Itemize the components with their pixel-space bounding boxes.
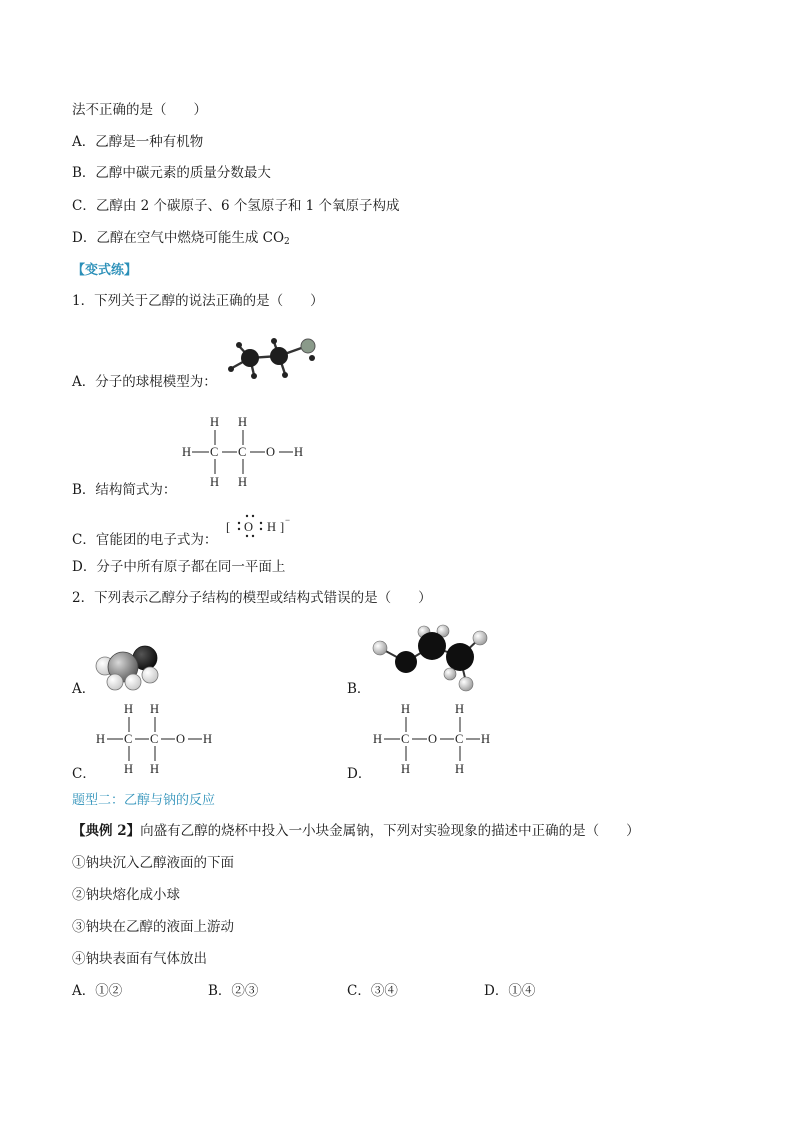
atom-c: C <box>210 445 219 459</box>
atom-h: H <box>96 732 106 746</box>
atom-o: O <box>266 445 276 459</box>
atom-h: H <box>124 762 134 776</box>
option-a: A．乙醇是一种有机物 <box>72 134 204 150</box>
atom-c: C <box>124 732 133 746</box>
question-2-stem: 2．下列表示乙醇分子结构的模型或结构式错误的是（ ） <box>72 590 432 606</box>
electron-formula-image <box>226 512 296 540</box>
atom-o: O <box>176 732 186 746</box>
atom-h: H <box>294 445 304 459</box>
atom-h: H <box>373 732 383 746</box>
atom-h: H <box>210 415 220 429</box>
space-filling-model-image <box>93 640 168 692</box>
structural-formula-c-image <box>95 702 225 778</box>
atom-h: H <box>210 475 220 489</box>
answer-option-a: A．①② <box>72 983 123 999</box>
option-b: B．乙醇中碳元素的质量分数最大 <box>72 165 271 181</box>
ball-model-image <box>366 624 496 694</box>
atom-h: H <box>401 762 411 776</box>
question-2-option-a: A． <box>72 681 96 697</box>
answer-option-d: D．①④ <box>484 983 536 999</box>
atom-h: H <box>238 475 248 489</box>
question-1-option-c: C．官能团的电子式为： <box>72 532 218 548</box>
bracket-right: ] <box>280 520 285 534</box>
question-1-option-d: D．分子中所有原子都在同一平面上 <box>72 559 286 575</box>
atom-h: H <box>455 702 465 716</box>
atom-h: H <box>182 445 192 459</box>
answer-option-b: B．②③ <box>208 983 259 999</box>
atom-h: H <box>124 702 134 716</box>
question-2-option-b: B． <box>347 681 371 697</box>
option-d <box>72 229 290 247</box>
atom-h: H <box>455 762 465 776</box>
statement-2: ②钠块熔化成小球 <box>72 887 180 903</box>
section-header-variant: 【变式练】 <box>72 263 138 278</box>
atom-h: H <box>150 702 160 716</box>
question-stem: 法不正确的是（ ） <box>72 102 207 118</box>
answer-option-c: C．③④ <box>347 983 398 999</box>
structural-formula-image <box>180 414 310 490</box>
example-2-tag: 【典例 2】 <box>72 823 141 839</box>
question-1-option-b: B．结构简式为： <box>72 482 177 498</box>
subscript: 2 <box>284 237 290 247</box>
atom-h: H <box>267 520 277 534</box>
atom-h: H <box>150 762 160 776</box>
option-c: C．乙醇由 2 个碳原子、6 个氢原子和 1 个氧原子构成 <box>72 198 400 214</box>
atom-o: O <box>244 520 254 534</box>
statement-4: ④钠块表面有气体放出 <box>72 951 207 967</box>
example-2-text: 向盛有乙醇的烧杯中投入一小块金属钠，下列对实验现象的描述中正确的是（ ） <box>140 823 640 839</box>
atom-c: C <box>401 732 410 746</box>
atom-h: H <box>203 732 213 746</box>
question-1-stem: 1．下列关于乙醇的说法正确的是（ ） <box>72 293 324 309</box>
bracket-left: [ <box>226 520 231 534</box>
section-title-type2: 题型二：乙醇与钠的反应 <box>72 793 216 808</box>
question-2-option-c: C． <box>72 766 96 782</box>
question-2-option-d: D． <box>347 766 372 782</box>
atom-h: H <box>481 732 491 746</box>
ball-stick-model-image <box>222 330 322 380</box>
charge-sign: − <box>285 515 291 525</box>
structural-formula-d-image <box>372 702 502 778</box>
atom-c: C <box>150 732 159 746</box>
statement-1: ①钠块沉入乙醇液面的下面 <box>72 855 234 871</box>
atom-h: H <box>238 415 248 429</box>
atom-c: C <box>455 732 464 746</box>
atom-h: H <box>401 702 411 716</box>
example-2-stem <box>72 822 640 840</box>
option-d-text: D．乙醇在空气中燃烧可能生成 CO <box>72 230 285 246</box>
statement-3: ③钠块在乙醇的液面上游动 <box>72 919 234 935</box>
atom-c: C <box>238 445 247 459</box>
atom-o: O <box>428 732 438 746</box>
question-1-option-a: A．分子的球棍模型为： <box>72 374 217 390</box>
